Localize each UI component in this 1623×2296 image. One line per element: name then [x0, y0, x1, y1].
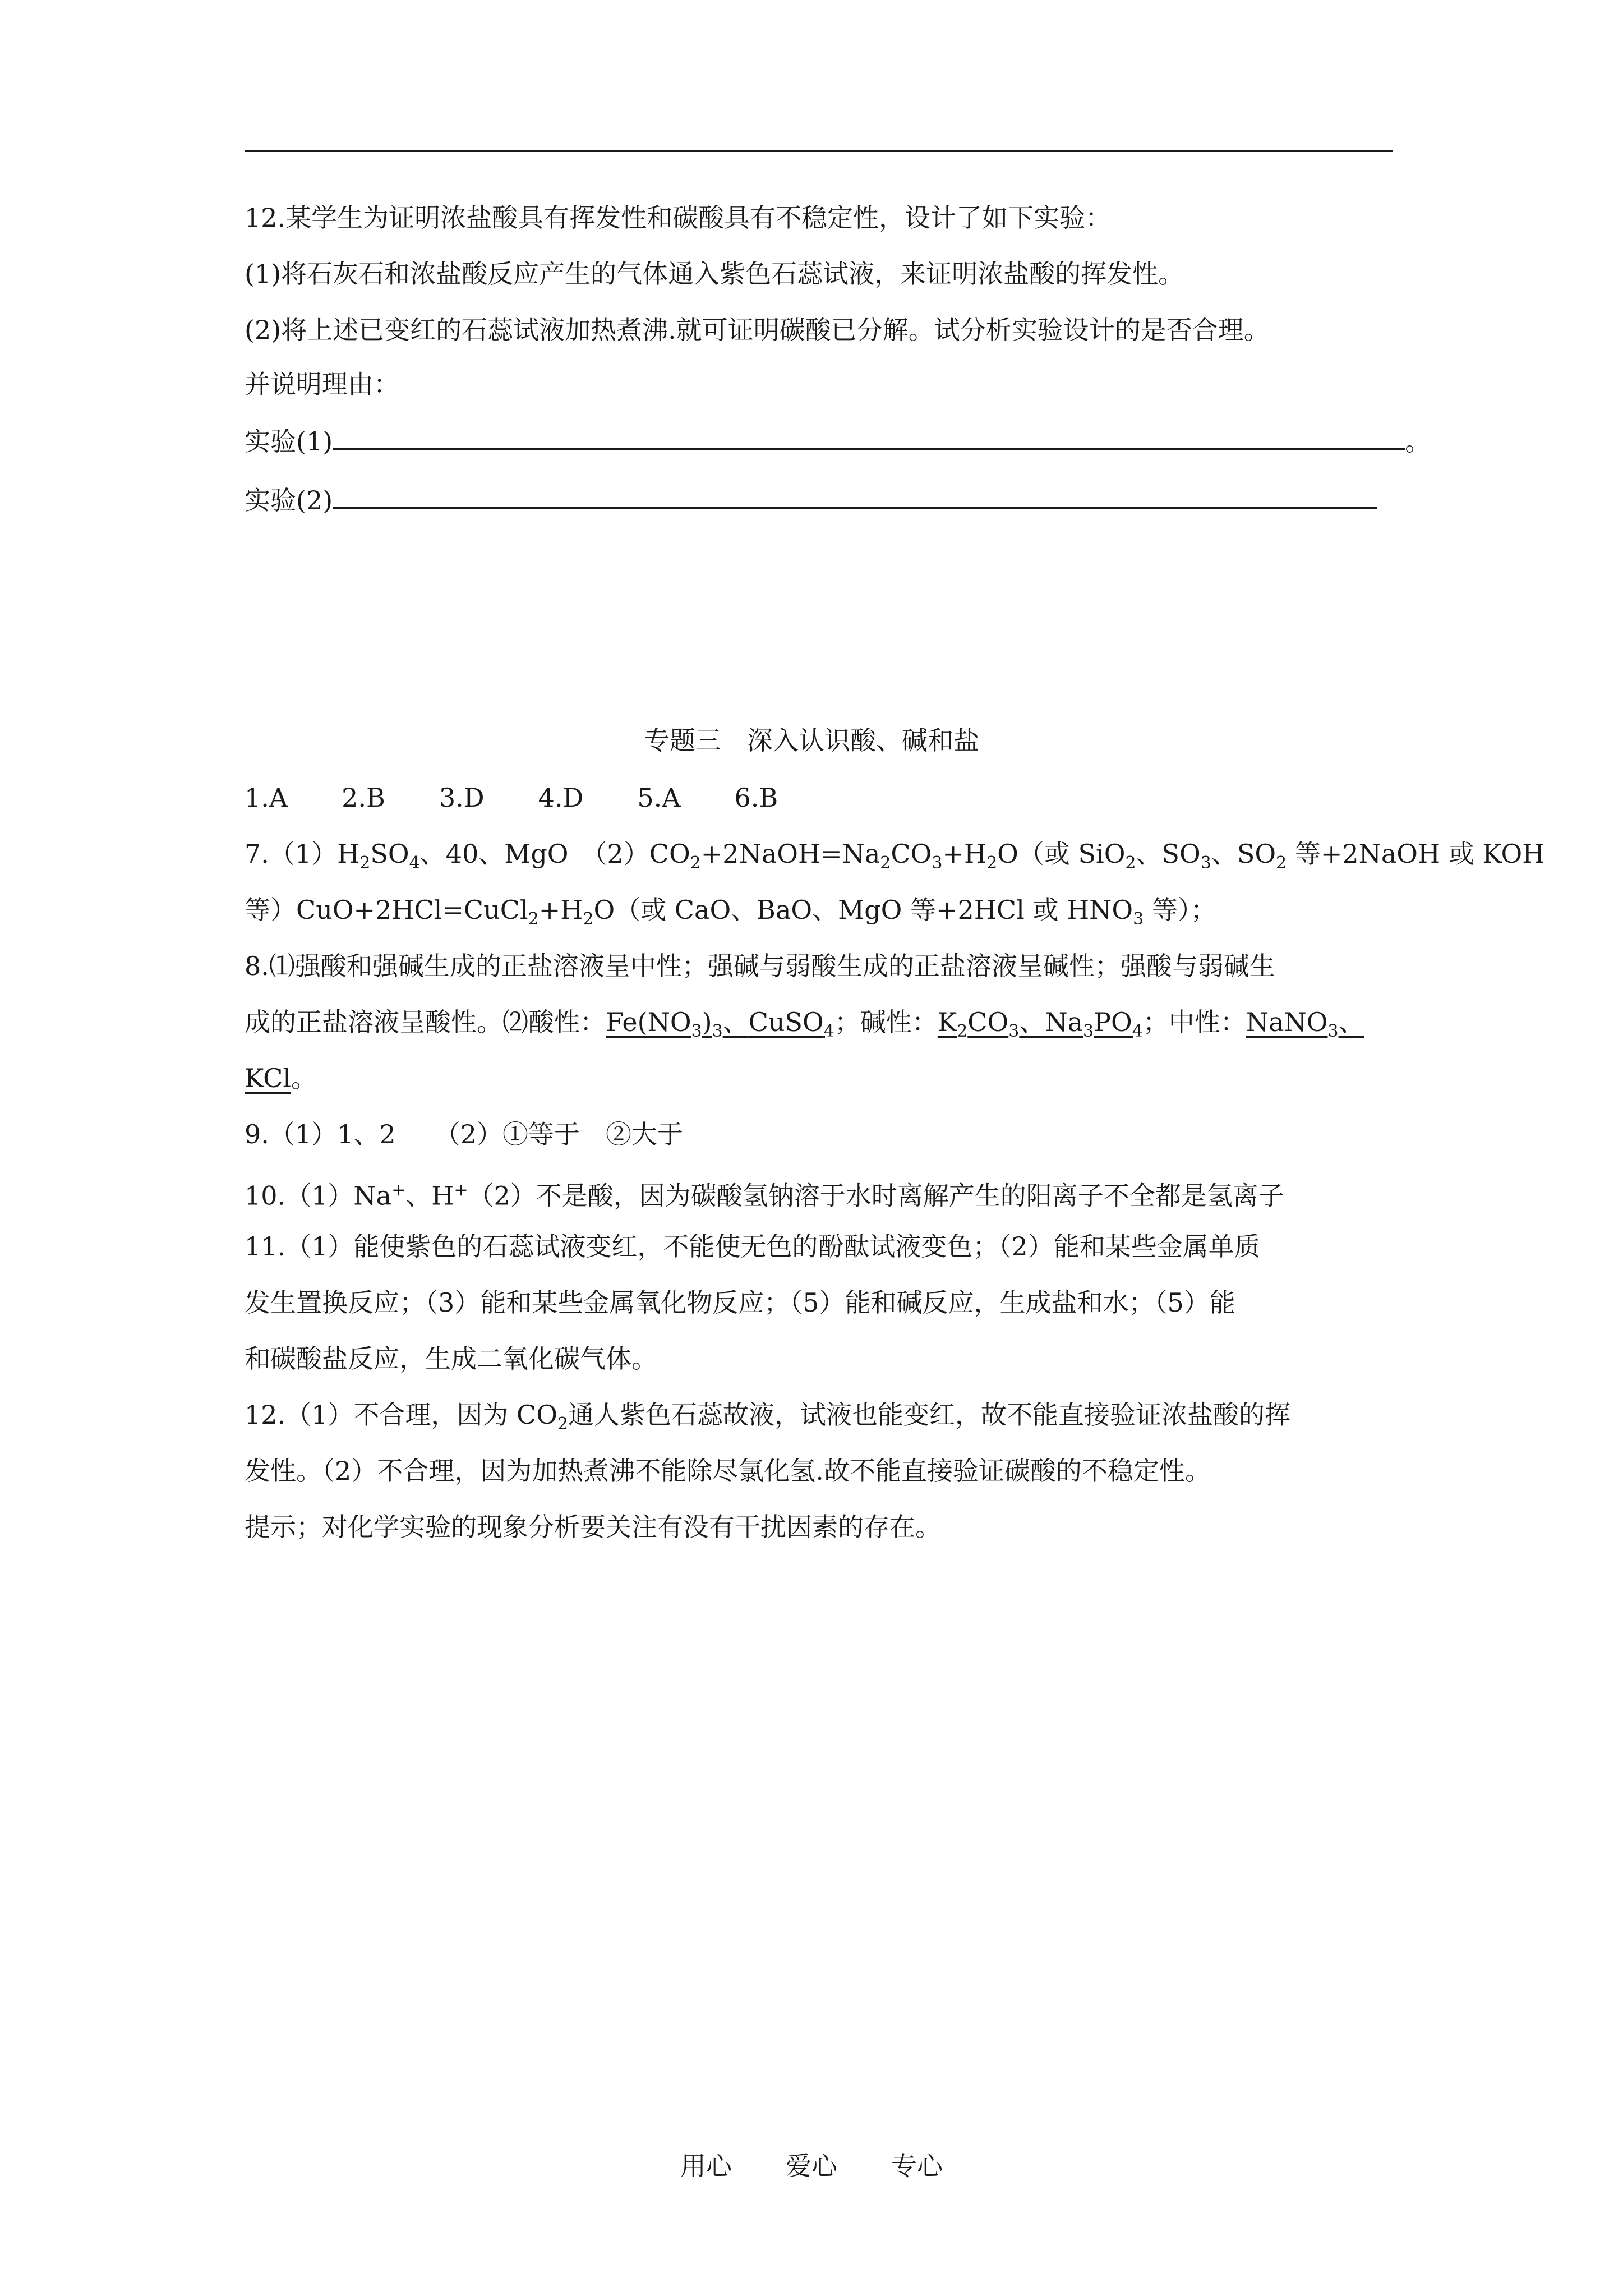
- mc-answer: 6.B: [734, 783, 778, 813]
- answer-7-line-2: 等）$CuO+2HCl=CuCl_2+H_2O$（或 CaO、BaO、MgO 等+2HCl 或 $HNO_3$ 等）；: [245, 895, 1216, 930]
- experiment-2-answer-blank[interactable]: [333, 482, 1377, 509]
- answer-8-line-2: 成的正盐溶液呈酸性。⑵酸性：$Fe(NO_3)_3$、CuSO$_4$；碱性：$K_2CO_3$、$Na_3PO_4$；中性：NaNO$_3$、: [245, 1007, 1364, 1042]
- experiment-1-answer-blank[interactable]: [333, 424, 1405, 450]
- question-stem: 12.某学生为证明浓盐酸具有挥发性和碳酸具有不稳定性，设计了如下实验：: [245, 203, 1112, 233]
- mc-answer: 1.A: [245, 783, 288, 813]
- answer-8-line-3: KCl。: [245, 1063, 317, 1093]
- answer-8-line-1: 8.⑴强酸和强碱生成的正盐溶液呈中性；强碱与弱酸生成的正盐溶液呈碱性；强酸与弱碱生: [245, 951, 1275, 981]
- experiment-2-row: [245, 482, 1377, 517]
- answer-12-line-1: 12.（1）不合理，因为 $CO_2$通人紫色石蕊故液，试液也能变红，故不能直接验证浓盐酸的挥: [245, 1400, 1291, 1434]
- neutral-salts: NaNO$_3$、: [1246, 1007, 1364, 1042]
- answer-11-line-1: 11.（1）能使紫色的石蕊试液变红，不能使无色的酚酞试液变色；（2）能和某些金属单质: [245, 1231, 1260, 1262]
- answer-12-line-2: 发性。（2）不合理，因为加热煮沸不能除尽氯化氢.故不能直接验证碳酸的不稳定性。: [245, 1456, 1211, 1486]
- base-salts: $K_2CO_3$、$Na_3PO_4$: [937, 1007, 1143, 1042]
- footer-word: 专心: [891, 2151, 943, 2181]
- answers-mc-row: [245, 781, 832, 815]
- answer-9: 9.（1）1、2 （2）①等于 ②大于: [245, 1119, 683, 1149]
- answer-11-line-2: 发生置换反应；（3）能和某些金属氧化物反应；（5）能和碱反应，生成盐和水；（5）能: [245, 1287, 1235, 1318]
- page-footer: [0, 2146, 1623, 2183]
- experiment-1-label: 实验(1): [245, 426, 333, 457]
- section-title: 专题三 深入认识酸、碱和盐: [644, 725, 979, 756]
- mc-answer: 2.B: [342, 783, 385, 813]
- answer-10: 10.（1）Na+、H+（2）不是酸，因为碳酸氢钠溶于水时离解产生的阳离子不全都是氢离子: [245, 1180, 1284, 1211]
- question-part-1: (1)将石灰石和浓盐酸反应产生的气体通入紫色石蕊试液，来证明浓盐酸的挥发性。: [245, 259, 1184, 289]
- question-part-2: (2)将上述已变红的石蕊试液加热煮沸.就可证明碳酸已分解。试分析实验设计的是否合理。: [245, 315, 1270, 345]
- experiment-2-label: 实验(2): [245, 485, 333, 516]
- answer-12-hint: 提示；对化学实验的现象分析要关注有没有干扰因素的存在。: [245, 1512, 941, 1542]
- footer-word: 用心: [680, 2151, 732, 2181]
- experiment-1-row: [245, 424, 1431, 458]
- answer-11-line-3: 和碳酸盐反应，生成二氧化碳气体。: [245, 1343, 657, 1374]
- mc-answer: 4.D: [538, 783, 584, 813]
- footer-word: 爱心: [786, 2151, 837, 2181]
- mc-answer: 3.D: [439, 783, 485, 813]
- question-part-3: 并说明理由：: [245, 369, 399, 399]
- experiment-1-end: 。: [1405, 426, 1431, 457]
- acid-salts: $Fe(NO_3)_3$、CuSO$_4$: [606, 1007, 834, 1042]
- answer-7-line-1: $7.(1)H_2SO_4$、40、MgO $(2)CO_2+2NaOH=Na_2CO_3+H_2O$（或 SiO$_2$、$SO_3$、$SO_2$ 等+2NaOH 或 KOH: [245, 839, 1545, 873]
- mc-answer: 5.A: [637, 783, 681, 813]
- header-rule: [245, 150, 1393, 152]
